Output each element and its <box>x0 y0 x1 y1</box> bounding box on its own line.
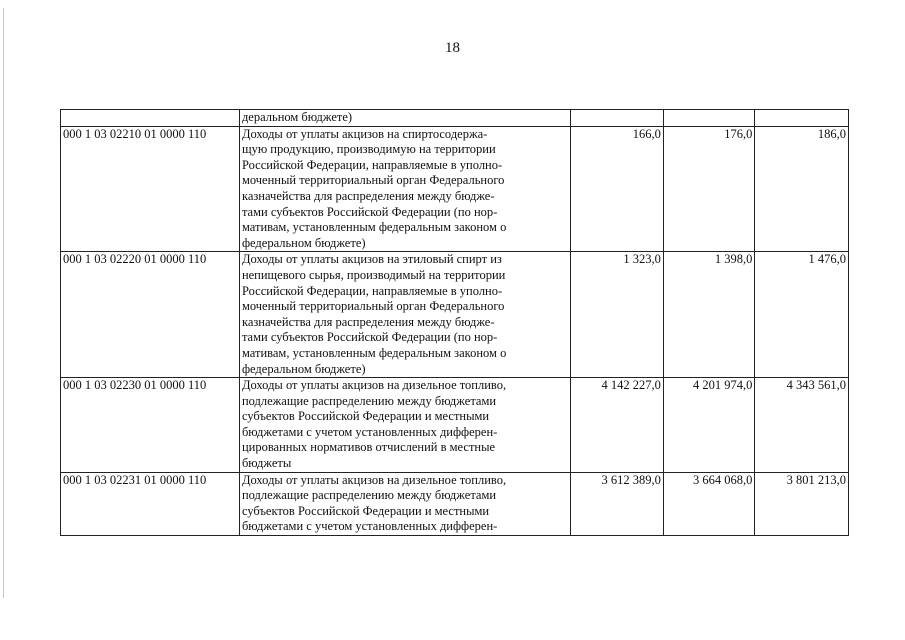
description-cell <box>239 110 570 127</box>
description-line: Российской Федерации, направляемые в уполно- <box>241 157 503 172</box>
description-line: федеральном бюджете) <box>241 235 366 250</box>
amount-cell-year-2: 4 201 974,0 <box>663 378 755 473</box>
description-cell <box>239 378 570 473</box>
description-line: субъектов Российской Федерации и местными <box>241 409 490 424</box>
description-line: деральном бюджете) <box>241 110 353 124</box>
description-line: непищевого сырья, производимый на территории <box>241 267 506 282</box>
description-line: Доходы от уплаты акцизов на дизельное топливо, <box>241 472 507 487</box>
amount-cell-year-1: 166,0 <box>571 126 664 252</box>
budget-code-cell: 000 1 03 02210 01 0000 110 <box>61 126 240 252</box>
description-line: мативам, установленным федеральным законом о <box>241 220 507 235</box>
description-line: тами субъектов Российской Федерации (по нор- <box>241 204 498 219</box>
amount-cell-year-3: 3 801 213,0 <box>755 472 849 535</box>
budget-code-cell: 000 1 03 02230 01 0000 110 <box>61 378 240 473</box>
description-line: бюджетами с учетом установленных дифферен- <box>241 424 498 439</box>
description-line: субъектов Российской Федерации и местными <box>241 503 490 518</box>
amount-cell-year-3 <box>755 110 849 127</box>
code-cell <box>61 110 240 127</box>
description-line: казначейства для распределения между бюдже- <box>241 188 495 203</box>
amount-cell-year-2: 3 664 068,0 <box>663 472 755 535</box>
description-line: казначейства для распределения между бюдже- <box>241 314 495 329</box>
table-row <box>61 252 849 378</box>
table-row-continuation <box>61 110 849 127</box>
table-row <box>61 126 849 252</box>
amount-cell-year-3: 1 476,0 <box>755 252 849 378</box>
description-line: бюджетами с учетом установленных дифферен- <box>241 519 498 534</box>
amount-cell-year-2: 1 398,0 <box>663 252 755 378</box>
amount-cell-year-2 <box>663 110 755 127</box>
scan-edge-line <box>3 8 4 598</box>
description-line: Российской Федерации, направляемые в уполно- <box>241 283 503 298</box>
description-line: федеральном бюджете) <box>241 361 366 376</box>
budget-code-cell: 000 1 03 02220 01 0000 110 <box>61 252 240 378</box>
description-line: цированных нормативов отчислений в местные <box>241 440 496 455</box>
description-line: подлежащие распределению между бюджетами <box>241 488 497 503</box>
amount-cell-year-3: 186,0 <box>755 126 849 252</box>
page-number: 18 <box>445 40 460 56</box>
budget-code-cell: 000 1 03 02231 01 0000 110 <box>61 472 240 535</box>
description-cell <box>239 472 570 535</box>
description-line: щую продукцию, производимую на территории <box>241 142 496 157</box>
description-line: Доходы от уплаты акцизов на этиловый спирт из <box>241 252 502 267</box>
description-line: мативам, установленным федеральным законом о <box>241 345 507 360</box>
amount-cell-year-1: 3 612 389,0 <box>571 472 664 535</box>
description-line: Доходы от уплаты акцизов на спиртосодержа- <box>241 126 488 141</box>
revenue-table <box>60 109 849 536</box>
description-line: бюджеты <box>241 456 292 471</box>
table-row <box>61 472 849 535</box>
amount-cell-year-2: 176,0 <box>663 126 755 252</box>
amount-cell-year-1 <box>571 110 664 127</box>
description-line: тами субъектов Российской Федерации (по нор- <box>241 330 498 345</box>
description-line: моченный территориальный орган Федерального <box>241 173 505 188</box>
table-row <box>61 378 849 473</box>
description-cell <box>239 126 570 252</box>
amount-cell-year-3: 4 343 561,0 <box>755 378 849 473</box>
description-cell <box>239 252 570 378</box>
amount-cell-year-1: 1 323,0 <box>571 252 664 378</box>
amount-cell-year-1: 4 142 227,0 <box>571 378 664 473</box>
description-line: подлежащие распределению между бюджетами <box>241 393 497 408</box>
description-line: Доходы от уплаты акцизов на дизельное топливо, <box>241 378 507 393</box>
description-line: моченный территориальный орган Федерального <box>241 299 505 314</box>
